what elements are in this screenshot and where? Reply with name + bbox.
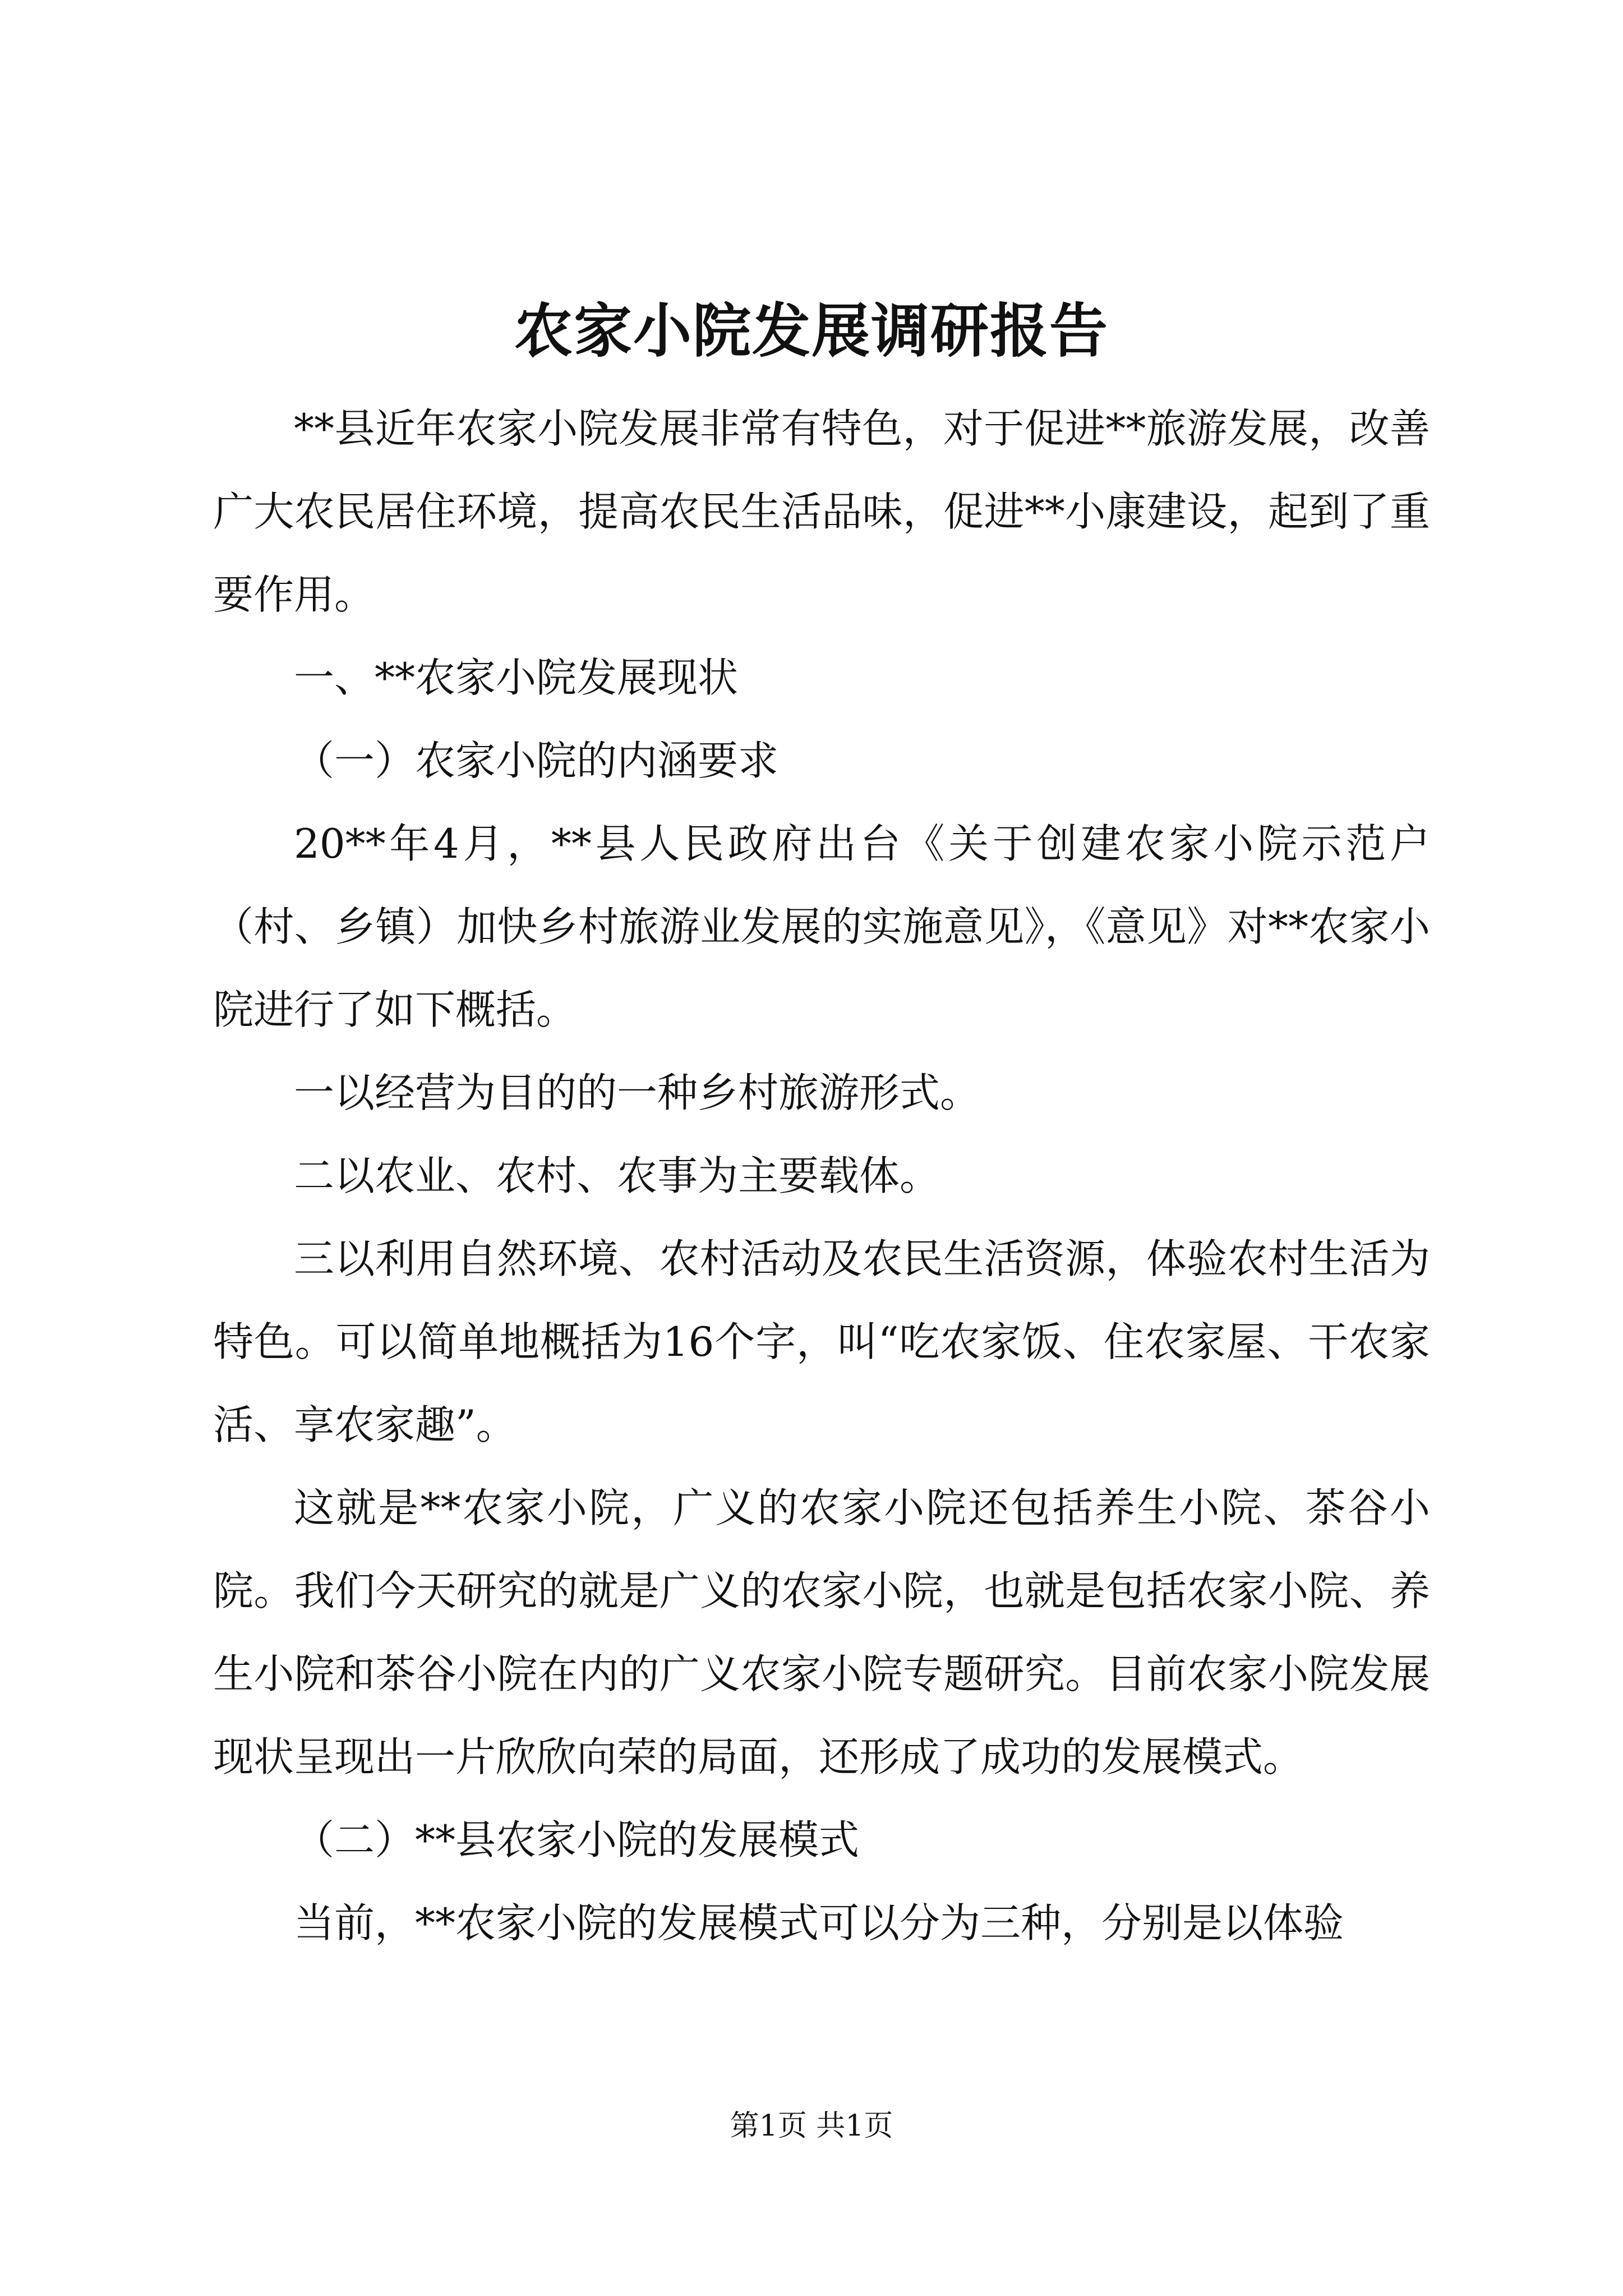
document-body: [213, 387, 1430, 1964]
page-footer: 第1页 共1页: [730, 2109, 893, 2143]
paragraph-point-2: 二以农业、农村、农事为主要载体。: [294, 1152, 940, 1199]
paragraph-definition: 这就是**农家小院，广义的农家小院还包括养生小院、茶谷小院。我们今天研究的就是广义的农家小院，也就是包括农家小院、养生小院和茶谷小院在内的广义农家小院专题研究。目前农家小院发展现状呈现出一片欣欣向荣的局面，还形成了成功的发展模式。: [213, 1484, 1430, 1780]
paragraph-policy: 20**年4月，**县人民政府出台《关于创建农家小院示范户（村、乡镇）加快乡村旅游业发展的实施意见》，《意见》对**农家小院进行了如下概括。: [213, 820, 1430, 1033]
heading-subsection-1: （一）农家小院的内涵要求: [294, 737, 779, 784]
paragraph-point-3: 三以利用自然环境、农村活动及农民生活资源，体验农村生活为特色。可以简单地概括为16个字，叫“吃农家饭、住农家屋、干农家活、享农家趣”。: [213, 1235, 1430, 1448]
heading-section-1: 一、**农家小院发展现状: [294, 654, 739, 701]
heading-subsection-2: （二）**县农家小院的发展模式: [294, 1816, 860, 1864]
paragraph-intro: **县近年农家小院发展非常有特色，对于促进**旅游发展，改善广大农民居住环境，提高农民生活品味，促进**小康建设，起到了重要作用。: [213, 405, 1430, 618]
paragraph-models: 当前，**农家小院的发展模式可以分为三种，分别是以体验: [294, 1899, 1344, 1947]
document-title: 农家小院发展调研报告: [514, 296, 1109, 365]
paragraph-point-1: 一以经营为目的的一种乡村旅游形式。: [294, 1069, 981, 1116]
